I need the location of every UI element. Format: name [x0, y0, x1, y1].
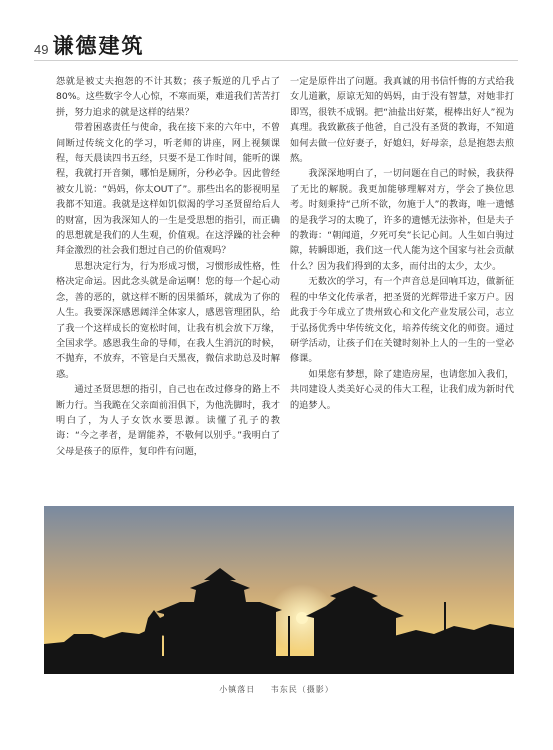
paragraph: 思想决定行为，行为形成习惯，习惯形成性格，性格决定命运。因此念头就是命运啊！您的每一个起心动念，善的恶的，就这样不断的因果循环，就成为了你的人生。我要深深感恩阔洋全体家人，感恩管理团队，给了我一个这样成长的宽松时间，让我有机会放下万缘，全国求学。感恩我生命的导师，在我人生消沉的时候，不抛弃，不放弃，不管是白天黑夜，微信求助总及时解惑。 — [56, 260, 280, 380]
paragraph: 我深深地明白了，一切问题在自己的时候，我获得了无比的解脱。我更加能够理解对方，学会了换位思考。时刻秉持“己所不欲，勿施于人”的教诲，唯一遗憾的是我学习的太晚了，许多的遗憾无法弥补，但是夫子的教诲：“朝闻道，夕死可矣”长记心间。人生如白驹过隙，转瞬即逝，我们这一代人能为这个国家与社会贡献什么？因为我们得到的太多，而付出的太少，太少。 — [290, 168, 514, 272]
paragraph: 带着困惑责任与使命，我在接下来的六年中，不曾间断过传统文化的学习，听老师的讲座，网上视频课程，每天晨读四书五经，只要不是工作时间，能听的课程，我就打开音频，哪怕是厕所，分秒必争。因此曾经被女儿说：“妈妈，你太OUT了”。那些出名的影视明星我都不知道。我就是这样如饥似渴的学习圣贤留给后人的财富，因为我深知人的一生是受思想的指引，而正确的思想就是我们的人生观，价值观。在这浮躁的社会种拜金激烈的社会我们想过自己的价值观吗？ — [56, 122, 280, 257]
paragraph: 怨就是被丈夫抱怨的不计其数；孩子叛逆的几乎占了80%。这些数字令人心惊，不寒而栗，难道我们苦苦打拼，努力追求的就是这样的结果？ — [56, 76, 280, 118]
section-title: 谦德建筑 — [52, 33, 145, 58]
article-column-left — [56, 74, 280, 459]
paragraph: 如果您有梦想，除了建造房屋，也请您加入我们，共同建设人类美好心灵的伟大工程，让我们成为新时代的追梦人。 — [290, 368, 514, 411]
paragraph: 一定是原件出了问题。我真诚的用书信忏悔的方式给我女儿道歉，原谅无知的妈妈，由于没有智慧，对她非打即骂，很铁不成钢。把“油盐出好菜，棍棒出好人”视为真理。我致歉孩子他爸，自己没有圣贤的教诲，不知道如何去做一位好妻子，好媳妇，好母亲，总是抱怨去煎熬。 — [290, 76, 514, 165]
header-divider — [34, 60, 518, 61]
page-number: 49 — [34, 42, 49, 57]
photo-caption — [0, 684, 553, 695]
paragraph: 无数次的学习，有一个声音总是回响耳边，做新征程的中华文化传承者，把圣贤的光辉带进千家万户。因此我于今年成立了贵州致心和文化产业发展公司，志立于弘扬优秀中华传统文化，培养传统文化的师资。通过研学活动，让孩子们在关键时刻补上人的一生的一堂必修课。 — [290, 276, 514, 365]
caption-title: 小镇落日 — [219, 685, 256, 694]
sun — [296, 612, 308, 624]
paragraph: 通过圣贤思想的指引，自己也在改过修身的路上不断力行。当我跪在父亲面前泪俱下，为他洗脚时，我才明白了，为人子女饮水要思源。读懂了孔子的教诲：“今之孝者，是谓能养，不敬何以别乎。”我明白了父母是孩子的原件，复印件有问题， — [56, 384, 280, 457]
article-column-right — [290, 74, 514, 413]
caption-credit: 韦东民（摄影） — [270, 685, 334, 694]
page-header — [34, 30, 144, 58]
sunset-photo — [44, 506, 514, 674]
